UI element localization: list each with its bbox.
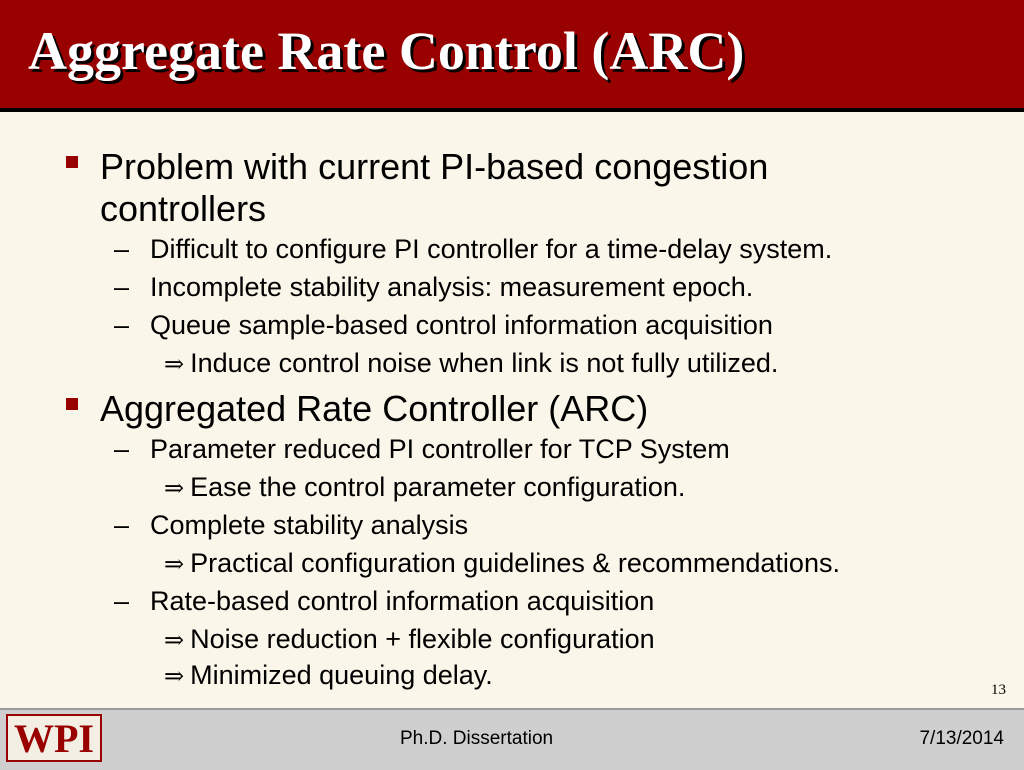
implication-text: Noise reduction + flexible configuration bbox=[190, 624, 655, 654]
dash-icon: – bbox=[114, 510, 130, 540]
implication-text: Practical configuration guidelines & recommendations. bbox=[190, 548, 840, 578]
implies-arrow-icon: ⇒ bbox=[164, 550, 185, 578]
implies-arrow-icon: ⇒ bbox=[164, 662, 185, 690]
implies-arrow-icon: ⇒ bbox=[164, 474, 185, 502]
sub-bullet-2-1: Parameter reduced PI controller for TCP System bbox=[150, 434, 730, 464]
dash-icon: – bbox=[114, 434, 130, 464]
footer-title: Ph.D. Dissertation bbox=[400, 728, 554, 749]
sub-bullet-1-2: Incomplete stability analysis: measurement epoch. bbox=[150, 272, 754, 302]
bullet-2: Aggregated Rate Controller (ARC) bbox=[100, 388, 649, 429]
bullet-square-icon bbox=[66, 156, 78, 168]
bullet-square-icon bbox=[66, 398, 78, 410]
dash-icon: – bbox=[114, 586, 130, 616]
implies-arrow-icon: ⇒ bbox=[164, 350, 185, 378]
implication-2-2 bbox=[164, 546, 840, 581]
sub-bullet-1-1: Difficult to configure PI controller for a time-delay system. bbox=[150, 234, 833, 264]
implies-arrow-icon: ⇒ bbox=[164, 626, 185, 654]
dash-icon: – bbox=[114, 272, 130, 302]
implication-1-3 bbox=[164, 346, 778, 381]
implication-text: Ease the control parameter configuration. bbox=[190, 472, 686, 502]
bullet-1-line1: Problem with current PI-based congestion bbox=[100, 146, 769, 187]
dash-icon: – bbox=[114, 234, 130, 264]
wpi-logo bbox=[6, 714, 102, 762]
bullet-1-line2: controllers bbox=[100, 188, 267, 229]
logo-text: WPI bbox=[14, 716, 94, 761]
implication-text: Induce control noise when link is not fully utilized. bbox=[190, 348, 779, 378]
implication-text: Minimized queuing delay. bbox=[190, 660, 493, 690]
sub-bullet-2-2: Complete stability analysis bbox=[150, 510, 469, 540]
sub-bullet-2-3: Rate-based control information acquisition bbox=[150, 586, 655, 616]
slide-number: 13 bbox=[991, 682, 1006, 698]
footer-date: 7/13/2014 bbox=[919, 728, 1004, 749]
implication-2-3a bbox=[164, 622, 655, 657]
slide-content bbox=[0, 112, 1024, 706]
implication-2-3b bbox=[164, 658, 493, 693]
dash-icon: – bbox=[114, 310, 130, 340]
sub-bullet-1-3: Queue sample-based control information acquisition bbox=[150, 310, 773, 340]
slide-title: Aggregate Rate Control (ARC) bbox=[28, 21, 745, 81]
title-bar bbox=[0, 0, 1024, 112]
footer-bar bbox=[0, 708, 1024, 770]
implication-2-1 bbox=[164, 470, 685, 505]
